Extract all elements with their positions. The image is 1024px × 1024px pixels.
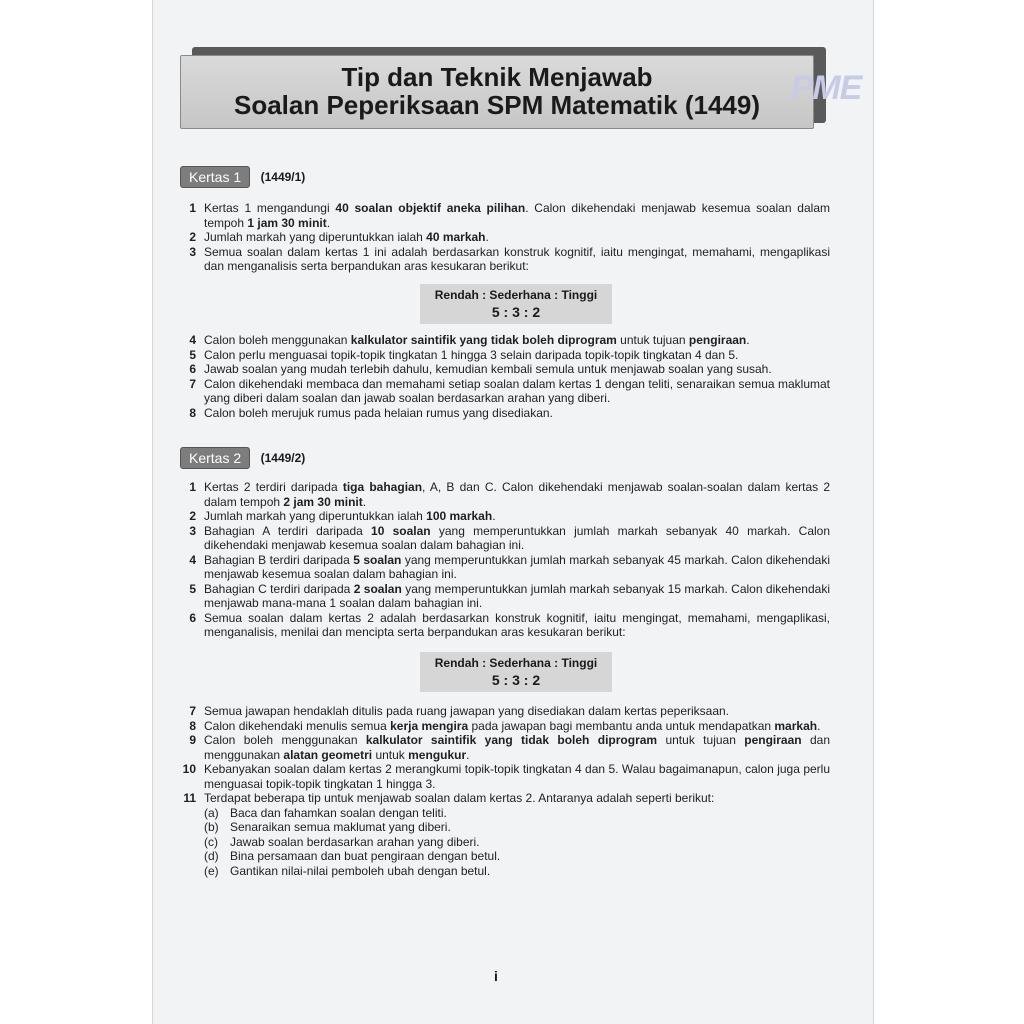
item-text-bold: 1 jam 30 minit [247,215,327,230]
title-line-1: Tip dan Teknik Menjawab [341,62,653,92]
pme-logo: PME [790,69,862,107]
item-text: . Calon dikehendaki menjawab kesemua soalan dalam tempoh [204,201,830,230]
item-number: 1 [189,201,196,215]
tip-letter: (e) [204,863,219,878]
item-text: Kebanyakan soalan dalam kertas 2 merangkumi topik-topik tingkatan 4 dan 5. Walau bagaimanapun, calon juga perlu menguasai topik-topik tingkatan 1 hingga 3. [204,762,830,791]
item-text: Calon boleh menggunakan [204,733,366,747]
list-item [180,333,830,348]
kertas1-heading [180,166,305,188]
kertas2-list-a [180,480,830,640]
kertas1-code: (1449/1) [260,170,306,184]
item-text: . [492,509,496,523]
kertas2-label: Kertas 2 [180,447,250,469]
kertas1-label: Kertas 1 [180,166,250,188]
list-item [180,524,830,553]
tip-text: Bina persamaan dan buat pengiraan dengan betul. [230,849,501,863]
kertas2-list-b [180,704,830,878]
item-text-bold: kalkulator saintifik yang tidak boleh diprogram [365,733,658,747]
kertas1-list-b [180,333,830,420]
tip-item [204,806,830,821]
list-item [180,509,830,524]
item-text: untuk tujuan [657,733,745,747]
list-item [180,201,830,230]
item-text-bold: mengukur [408,747,467,762]
tip-letter: (a) [204,805,219,820]
kertas1-ratio-box [420,284,612,324]
item-text-bold: 100 markah [426,509,493,523]
page-number: i [494,968,498,984]
item-number: 6 [189,610,196,625]
item-text: Semua soalan dalam kertas 2 adalah berdasarkan konstruk kognitif, iaitu mengingat, memahami, mengaplikasi, menganalisis, menilai dan mencipta serta berpandukan aras kesukaran berikut: [204,610,830,639]
item-text-bold: pengiraan [688,333,747,347]
title-banner [180,47,826,127]
item-number: 3 [189,523,196,538]
list-item [180,406,830,421]
tip-letter: (c) [204,834,218,849]
list-item [180,348,830,363]
item-number: 2 [189,230,196,244]
item-number: 9 [189,733,196,747]
item-text: Calon boleh merujuk rumus pada helaian rumus yang disediakan. [204,405,553,420]
item-number: 5 [189,581,196,596]
item-text: . [326,215,331,230]
item-text-bold: kalkulator saintifik yang tidak boleh diprogram [350,333,617,347]
list-item [180,480,830,509]
item-text: untuk tujuan [616,333,689,347]
item-text: Kertas 2 terdiri daripada [204,480,343,494]
list-item [180,245,830,274]
list-item [180,762,830,791]
list-item [180,611,830,640]
list-item [180,553,830,582]
item-text: Calon dikehendaki membaca dan memahami setiap soalan dalam kertas 1 dengan teliti, senaraikan semua maklumat yang diberi dalam soalan dan jawab soalan berdasarkan arahan yang diberi. [204,376,830,405]
item-text-bold: markah [774,718,818,733]
item-text: Calon perlu menguasai topik-topik tingkatan 1 hingga 3 selain daripada topik-topik tingkatan 4 dan 5. [204,347,739,362]
item-text: , A, B dan C. Calon dikehendaki menjawab soalan-soalan dalam kertas 2 dalam tempoh [204,480,831,509]
list-item [180,719,830,734]
list-item [180,704,830,719]
item-text-bold: 40 soalan objektif aneka pilihan [335,201,526,215]
item-text-bold: 2 jam 30 minit [283,494,363,509]
item-text: untuk [372,747,409,762]
item-text-bold: alatan geometri [283,747,373,762]
item-text: Bahagian B terdiri daripada [204,552,354,567]
title-line-2: Soalan Peperiksaan SPM Matematik (1449) [233,90,760,120]
item-number: 5 [189,347,196,362]
item-number: 4 [189,333,196,347]
kertas2-ratio-value: 5 : 3 : 2 [491,672,541,688]
item-number: 11 [183,791,196,805]
item-text: Calon dikehendaki menulis semua [204,718,391,733]
item-number: 8 [189,405,196,420]
item-number: 4 [189,552,196,567]
tip-item [204,864,830,879]
item-text: yang memperuntukkan jumlah markah sebanyak 15 markah. Calon dikehendaki menjawab mana-mana 1 soalan dalam bahagian ini. [204,581,830,610]
item-text: pada jawapan bagi membantu anda untuk mendapatkan [468,718,775,733]
item-text: yang memperuntukkan jumlah markah sebanyak 45 markah. Calon dikehendaki menjawab kesemua soalan dalam bahagian ini. [204,552,830,581]
tip-item [204,849,830,864]
title-banner-face [180,55,814,129]
item-number: 3 [189,244,196,259]
item-text: . [746,333,750,347]
item-text: Bahagian C terdiri daripada [204,581,354,596]
list-item [180,362,830,377]
item-text: . [485,230,489,244]
item-number: 8 [189,718,196,733]
tip-text: Jawab soalan berdasarkan arahan yang diberi. [230,834,480,849]
list-item [180,791,830,878]
item-text: Jawab soalan yang mudah terlebih dahulu, kemudian kembali semula untuk menjawab soalan yang susah. [204,362,772,376]
item-text: yang memperuntukkan jumlah markah sebanyak 40 markah. Calon dikehendaki menjawab kesemua soalan dalam bahagian ini. [204,523,831,552]
item-text: Semua soalan dalam kertas 1 ini adalah berdasarkan konstruk kognitif, iaitu mengingat, memahami, mengaplikasi dan menganalisis serta berpandukan aras kesukaran berikut: [204,244,830,273]
item-text-bold: 10 soalan [371,523,431,538]
item-number: 1 [189,480,196,494]
tip-letter: (d) [204,849,219,863]
item-text-bold: 2 soalan [353,581,402,596]
item-text: . [466,747,470,762]
item-text-bold: 40 markah [426,230,486,244]
item-text-bold: 5 soalan [353,552,402,567]
list-item [180,230,830,245]
tip-text: Senaraikan semua maklumat yang diberi. [230,820,451,834]
tip-text: Baca dan fahamkan soalan dengan teliti. [230,805,447,820]
item-text: dan menggunakan [204,733,830,762]
item-number: 7 [189,704,196,718]
item-number: 7 [189,376,196,391]
item-number: 6 [189,362,196,376]
item-text-bold: kerja mengira [390,718,469,733]
kertas2-code: (1449/2) [260,451,306,465]
list-item [180,377,830,406]
item-number: 2 [189,509,196,523]
kertas1-ratio-label: Rendah : Sederhana : Tinggi [434,288,598,302]
item-text: . [362,494,367,509]
kertas2-ratio-label: Rendah : Sederhana : Tinggi [434,656,598,670]
kertas2-heading [180,447,305,469]
item-text: Jumlah markah yang diperuntukkan ialah [204,509,427,523]
list-item [180,582,830,611]
tip-text: Gantikan nilai-nilai pemboleh ubah dengan betul. [230,863,491,878]
tips-list [204,806,830,879]
tip-letter: (b) [204,820,219,834]
item-text: Bahagian A terdiri daripada [204,523,372,538]
item-text-bold: tiga bahagian [342,480,423,494]
item-text: Kertas 1 mengandungi [204,201,336,215]
kertas1-ratio-value: 5 : 3 : 2 [491,304,541,320]
tip-item [204,835,830,850]
item-number: 10 [182,762,196,776]
item-text: Terdapat beberapa tip untuk menjawab soalan dalam kertas 2. Antaranya adalah seperti berikut: [204,791,715,805]
item-text: Jumlah markah yang diperuntukkan ialah [204,230,427,244]
list-item [180,733,830,762]
item-text: . [817,718,821,733]
tip-item [204,820,830,835]
item-text: Semua jawapan hendaklah ditulis pada ruang jawapan yang disediakan dalam kertas peperiksaan. [204,704,730,718]
item-text: Calon boleh menggunakan [204,333,351,347]
kertas1-list-a [180,201,830,274]
item-text-bold: pengiraan [744,733,802,747]
kertas2-ratio-box [420,652,612,692]
